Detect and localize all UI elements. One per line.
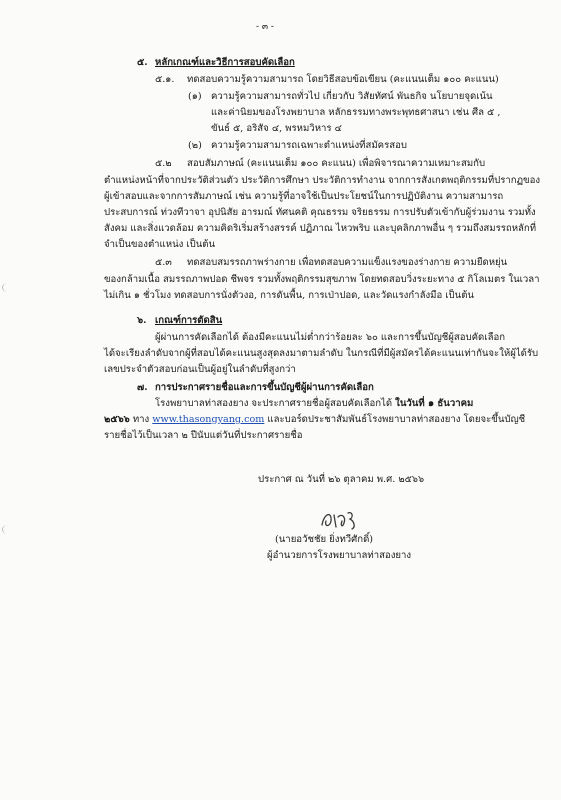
item-5-1-sub1-line1: ความรู้ความสามารถทั่วไป เกี่ยวกับ วิสัยทัศน์ พันธกิจ นโยบายจุดเน้น [211,91,493,102]
item-5-3-number: ๕.๓ [155,257,172,268]
item-5-2-line5: สังคม และสิ่งแวดล้อม ความคิดริเริ่มสร้างสรรค์ ปฏิภาณ ไหวพริบ และบุคลิกภาพอื่น ๆ รวมถึงสมรรถหลักที่ [104,223,537,234]
announcement-date: ประกาศ ณ วันที่ ๒๖ ตุลาคม พ.ศ. ๒๕๖๖ [258,474,425,485]
section-6-line3: เลขประจำตัวสอบก่อนเป็นผู้อยู่ในลำดับที่สูงกว่า [104,364,296,375]
section-7-line2-via: ทาง [129,414,153,425]
item-5-3-line3: ไม่เกิน ๑ ชั่วโมง ทดสอบการนั่งตัวงอ, การดันพื้น, การเป่าปอด, และวัดแรงกำลังมือ เป็นต้น [104,290,474,301]
section-6-number: ๖. [137,315,147,326]
item-5-2-line6: จำเป็นของตำแหน่ง เป็นต้น [104,239,216,250]
item-5-2-line1: สอบสัมภาษณ์ (คะแนนเต็ม ๑๐๐ คะแนน) เพื่อพิจารณาความเหมาะสมกับ [187,158,486,169]
item-5-3-line2: ของกล้ามเนื้อ สมรรถภาพปอด ชีพจร รวมทั้งพฤติกรรมสุขภาพ โดยทดสอบวิ่งระยะทาง ๕ กิโลเมตร ในเวลา [104,274,540,285]
binder-hole-mark [2,525,12,534]
item-5-1-text: ทดสอบความรู้ความสามารถ โดยวิธีสอบข้อเขียน (คะแนนเต็ม ๑๐๐ คะแนน) [187,74,499,85]
item-5-3-line1: ทดสอบสมรรถภาพร่างกาย เพื่อทดสอบความแข็งแรงของร่างกาย ความยืดหยุ่น [187,257,508,268]
section-7-number: ๗. [137,382,148,393]
signature-scribble [318,507,362,533]
section-5-title: หลักเกณฑ์และวิธีการสอบคัดเลือก [155,57,295,68]
item-5-2-number: ๕.๒ [155,158,172,169]
item-5-2-line2: ตำแหน่งหน้าที่จากประวัติส่วนตัว ประวัติการศึกษา ประวัติการทำงาน จากการสังเกตพฤติกรรมที่ปรากฏของ [104,175,541,186]
section-7-line1 [155,397,473,410]
binder-hole-mark [2,283,12,292]
section-7-title: การประกาศรายชื่อและการขึ้นบัญชีผู้ผ่านการคัดเลือก [155,382,374,393]
signatory-name: (นายอวัชชัย ยิ่งทวีศักดิ์) [275,534,374,545]
section-7-line3: รายชื่อไว้เป็นเวลา ๒ ปีนับแต่วันที่ประกาศรายชื่อ [104,430,303,441]
item-5-2-line4: ประสบการณ์ ท่วงทีวาจา อุปนิสัย อารมณ์ ทัศนคติ คุณธรรม จริยธรรม การปรับตัวเข้ากับผู้ร่วมงาน รวมทั้ง [104,207,536,218]
item-5-1-number: ๕.๑. [155,74,175,85]
announce-year: ๒๕๖๖ [104,414,130,425]
section-6-title: เกณฑ์การตัดสิน [155,315,223,326]
item-5-1-sub2-text: ความรู้ความสามารถเฉพาะตำแหน่งที่สมัครสอบ [211,140,407,151]
item-5-1-sub1-line3: ขันธ์ ๕, อริสัจ ๔, พรหมวิหาร ๔ [211,123,342,134]
section-5-number: ๕. [137,57,148,68]
section-7-line2 [104,413,525,426]
section-6-line1: ผู้ผ่านการคัดเลือกได้ ต้องมีคะแนนไม่ต่ำกว่าร้อยละ ๖๐ และการขึ้นบัญชีผู้สอบคัดเลือก [155,332,506,343]
signatory-position: ผู้อำนวยการโรงพยาบาลท่าสองยาง [267,550,412,561]
announce-date-highlight: ในวันที่ ๑ ธันวาคม [395,398,474,409]
item-5-2-line3: ผู้เข้าสอบและจากการสัมภาษณ์ เช่น ความรู้ที่อาจใช้เป็นประโยชน์ในการปฏิบัติงาน ความสามารถ [104,191,504,202]
section-7-line2-rest: และบอร์ดประชาสัมพันธ์โรงพยาบาลท่าสองยาง โดยจะขึ้นบัญชี [264,414,526,425]
item-5-1-sub1-line2: และค่านิยมของโรงพยาบาล หลักธรรมทางพระพุทธศาสนา เช่น ศีล ๕ , [211,107,501,118]
page-number: - ๓ - [256,22,274,32]
section-6-line2: ได้จะเรียงลำดับจากผู้ที่สอบได้คะแนนสูงสุดลงมาตามลำดับ ในกรณีที่มีผู้สมัครได้คะแนนเท่ากันจะให้ผู้ได้รับ [104,348,539,359]
item-5-1-sub1-number: (๑) [188,91,202,102]
website-link[interactable]: www.thasongyang.com [152,414,265,425]
item-5-1-sub2-number: (๒) [188,140,202,151]
section-7-line1-text: โรงพยาบาลท่าสองยาง จะประกาศรายชื่อผู้สอบคัดเลือกได้ [155,398,396,409]
